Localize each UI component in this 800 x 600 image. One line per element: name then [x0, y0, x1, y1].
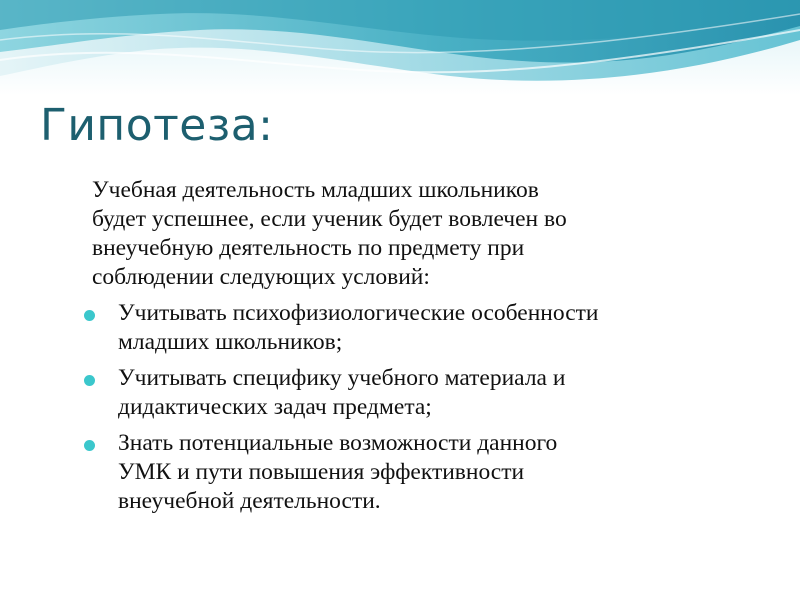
list-item [76, 299, 766, 357]
list-item-line: внеучебной деятельности. [118, 488, 381, 514]
bullet-dot-icon [84, 440, 95, 451]
intro-paragraph [92, 176, 766, 292]
slide-title: Гипотеза: [40, 100, 274, 151]
list-item-line: дидактических задач предмета; [118, 394, 432, 420]
bullet-dot-icon [84, 375, 95, 386]
wave-header-decoration [0, 0, 800, 95]
list-item-line: Знать потенциальные возможности данного [118, 430, 558, 456]
list-item [76, 364, 766, 422]
list-item [76, 429, 766, 516]
list-item-line: УМК и пути повышения эффективности [118, 459, 525, 485]
slide-content [76, 176, 766, 523]
list-item-line: младших школьников; [118, 329, 343, 355]
intro-line: будет успешнее, если ученик будет вовлечен во [92, 206, 567, 232]
intro-line: внеучебную деятельность по предмету при [92, 235, 525, 261]
intro-line: соблюдении следующих условий: [92, 264, 430, 290]
conditions-list [76, 299, 766, 516]
bullet-dot-icon [84, 310, 95, 321]
list-item-line: Учитывать специфику учебного материала и [118, 365, 566, 391]
list-item-line: Учитывать психофизиологические особенности [118, 300, 599, 326]
intro-line: Учебная деятельность младших школьников [92, 177, 539, 203]
